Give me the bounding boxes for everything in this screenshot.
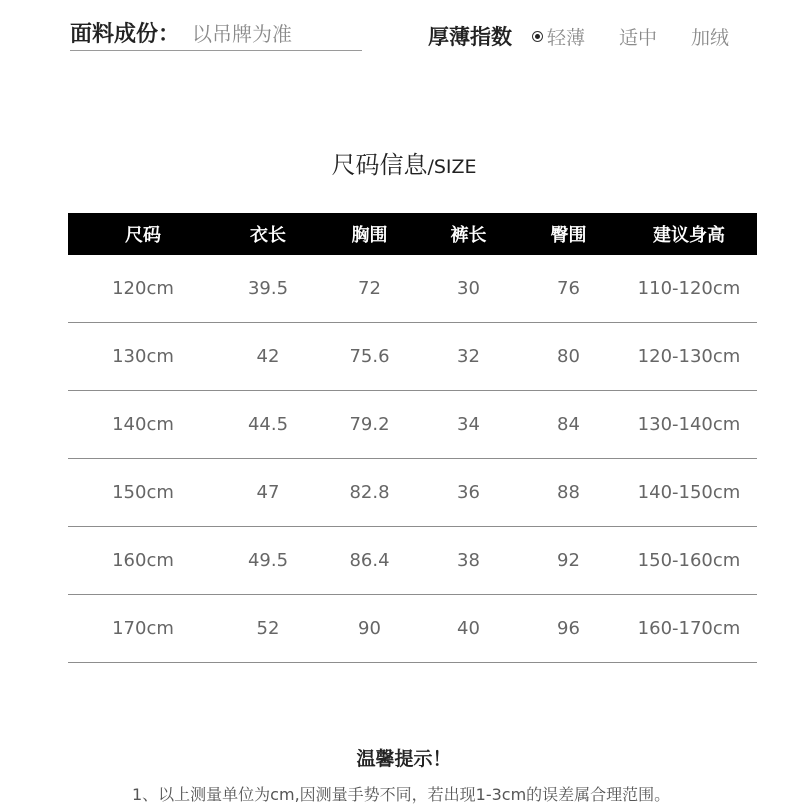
table-cell: 79.2	[349, 414, 390, 435]
size-title-en: /SIZE	[427, 156, 477, 178]
table-cell: 76	[557, 278, 580, 299]
table-cell: 88	[557, 482, 580, 503]
size-table-body	[68, 255, 757, 663]
table-cell: 84	[557, 414, 580, 435]
fabric-label: 面料成份：	[70, 21, 181, 47]
table-cell: 140-150cm	[637, 482, 741, 503]
table-cell: 120-130cm	[637, 346, 741, 367]
fabric-composition	[70, 14, 362, 51]
table-cell: 80	[557, 346, 580, 367]
table-cell: 86.4	[349, 550, 390, 571]
header-height: 建议身高	[653, 225, 725, 246]
table-cell: 72	[358, 278, 381, 299]
table-cell: 38	[457, 550, 480, 571]
table-cell: 170cm	[112, 618, 174, 639]
table-cell: 75.6	[349, 346, 390, 367]
table-cell: 130-140cm	[637, 414, 741, 435]
thickness-option-label: 适中	[619, 26, 658, 49]
table-cell: 42	[256, 346, 280, 367]
selected-radio-icon	[532, 31, 543, 42]
table-cell: 130cm	[112, 346, 174, 367]
table-cell: 160cm	[112, 550, 174, 571]
fabric-value: 以吊牌为准	[192, 21, 293, 46]
size-table	[68, 213, 757, 663]
header-length: 衣长	[250, 225, 286, 246]
table-cell: 52	[256, 618, 280, 639]
table-cell: 82.8	[349, 482, 390, 503]
thickness-option-fleece	[691, 23, 729, 50]
thickness-option-label: 加绒	[691, 26, 730, 49]
table-row	[68, 255, 757, 323]
table-row	[68, 595, 757, 663]
table-cell: 36	[457, 482, 480, 503]
table-row	[68, 527, 757, 595]
tips-title: 温馨提示！	[356, 748, 452, 770]
table-cell: 90	[358, 618, 381, 639]
table-cell: 32	[457, 346, 480, 367]
table-cell: 44.5	[247, 414, 289, 435]
table-cell: 150cm	[112, 482, 174, 503]
table-cell: 92	[557, 550, 580, 571]
table-cell: 47	[256, 482, 280, 503]
table-cell: 96	[557, 618, 580, 639]
size-info-title	[0, 145, 808, 180]
table-cell: 40	[457, 618, 480, 639]
thickness-option-light	[532, 23, 585, 50]
table-row	[68, 391, 757, 459]
table-cell: 160-170cm	[637, 618, 741, 639]
header-hip: 臀围	[550, 225, 587, 246]
table-row	[68, 459, 757, 527]
header-chest: 胸围	[351, 225, 388, 246]
size-title-zh: 尺码信息	[331, 151, 428, 179]
table-cell: 34	[457, 414, 480, 435]
size-table-header	[68, 213, 757, 255]
table-cell: 120cm	[112, 278, 174, 299]
thickness-option-medium	[619, 23, 657, 50]
table-row	[68, 323, 757, 391]
table-cell: 150-160cm	[637, 550, 741, 571]
tips-line: 1、以上测量单位为cm,因测量手势不同，若出现1-3cm的误差属合理范围。	[132, 785, 671, 804]
table-cell: 140cm	[112, 414, 174, 435]
table-cell: 30	[457, 278, 480, 299]
thickness-option-label: 轻薄	[547, 26, 586, 49]
table-cell: 39.5	[247, 278, 289, 299]
table-cell: 110-120cm	[637, 278, 741, 299]
header-pants-length: 裤长	[450, 225, 487, 246]
header-size: 尺码	[125, 225, 161, 246]
table-cell: 49.5	[247, 550, 289, 571]
thickness-label: 厚薄指数	[428, 25, 512, 49]
thickness-index	[428, 20, 729, 52]
